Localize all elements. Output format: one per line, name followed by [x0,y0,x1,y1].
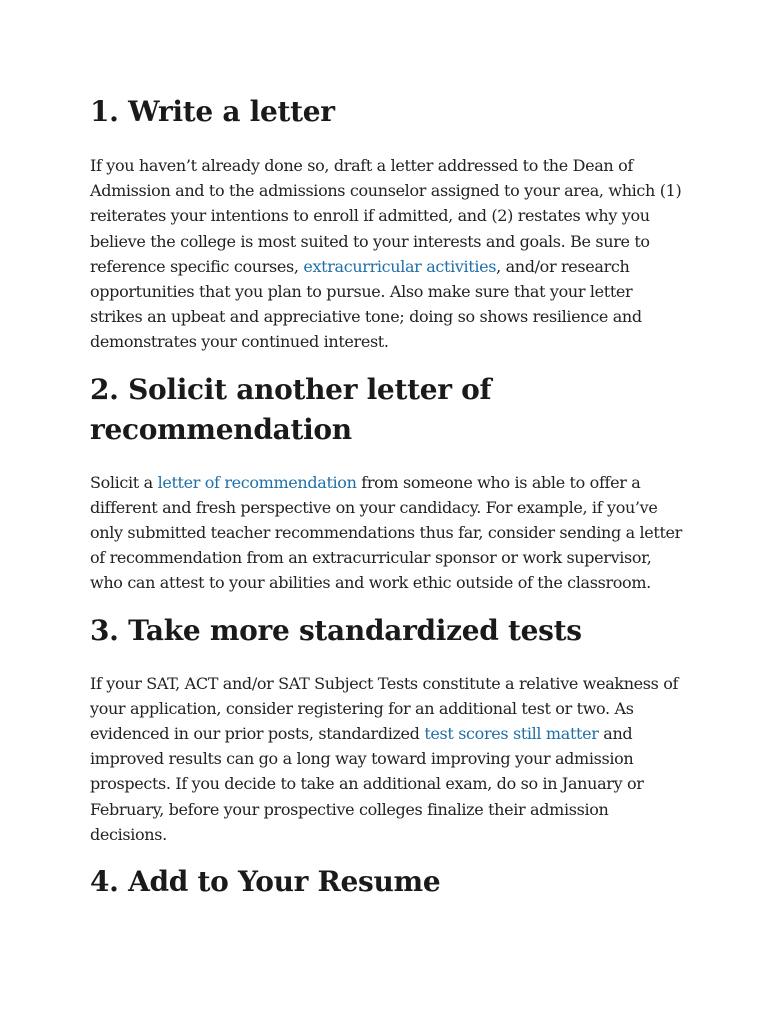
section-paragraph-solicit-recommendation [90,470,682,596]
paragraph-text: If you haven’t already done so, draft a letter addressed to the Dean of Admission and to the admissions counselor assigned to your area, which (1) reiterates your intentions to enroll if admitted, and (2) restates why you believe the college is most suited to your interests and goals. Be sure to reference specific courses, [90,156,682,276]
section-heading-write-letter: 1. Write a letter [90,95,335,128]
paragraph-text: and improved results can go a long way toward improving your admission prospects. If you decide to take an additional exam, do so in January or February, before your prospective colleges finalize their admission decisions. [90,724,644,844]
section-heading-solicit-recommendation: 2. Solicit another letter of recommendation [90,372,492,446]
letter-of-recommendation-link[interactable]: letter of recommendation [157,472,357,492]
section-heading-add-to-resume: 4. Add to Your Resume [90,865,441,899]
document-page [90,92,682,902]
paragraph-text: If your SAT, ACT and/or SAT Subject Tests constitute a relative weakness of your application, consider registering for an additional test or two. As evidenced in our prior posts, standardized [90,673,679,744]
test-scores-still-matter-link[interactable]: test scores still matter [424,724,599,744]
extracurricular-activities-link[interactable]: extracurricular activities [303,256,497,276]
paragraph-text: from someone who is able to offer a different and fresh perspective on your candidacy. For example, if you’ve only submitted teacher recommendations thus far, consider sending a letter of recommendation from an extracurricular sponsor or work supervisor, who can attest to your abilities and work ethic outside of the classroom. [90,472,682,593]
section-heading-standardized-tests: 3. Take more standardized tests [90,613,582,647]
section-paragraph-standardized-tests [90,671,682,847]
paragraph-text: Solicit a [90,472,158,492]
section-paragraph-write-letter [90,153,682,355]
paragraph-text: , and/or research opportunities that you plan to pursue. Also make sure that your letter strikes an upbeat and appreciative tone; doing so shows resilience and demonstrates your continued interest. [90,256,642,352]
